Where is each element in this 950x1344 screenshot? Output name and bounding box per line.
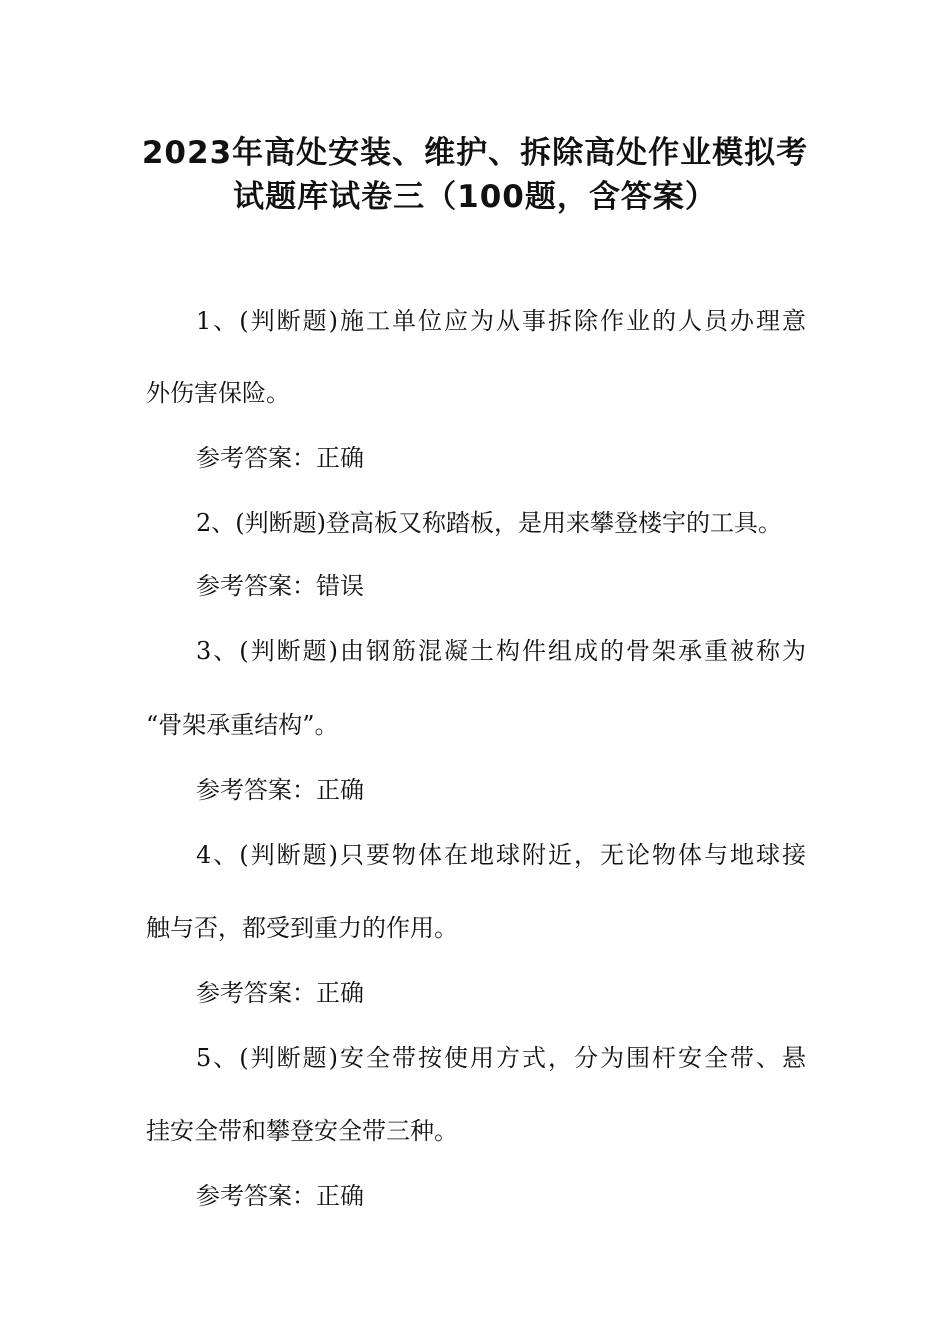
question-2-text: 2、(判断题)登高板又称踏板，是用来攀登楼宇的工具。	[196, 509, 782, 537]
question-1-text: 1、(判断题)施工单位应为从事拆除作业的人员办理意	[196, 307, 806, 335]
question-5-text: 5、(判断题)安全带按使用方式，分为围杆安全带、悬	[196, 1044, 806, 1072]
question-4-answer: 参考答案：正确	[196, 979, 364, 1007]
question-4-text: 4、(判断题)只要物体在地球附近，无论物体与地球接	[196, 841, 806, 869]
question-2-answer: 参考答案：错误	[196, 572, 364, 600]
question-1-answer: 参考答案：正确	[196, 444, 364, 472]
question-1-text-continued: 外伤害保险。	[146, 379, 290, 407]
question-4-text-continued: 触与否，都受到重力的作用。	[146, 914, 458, 942]
question-3-text-continued: “骨架承重结构”。	[146, 711, 339, 739]
question-3-answer: 参考答案：正确	[196, 776, 364, 804]
document-title-line-2: 试题库试卷三（100题，含答案）	[233, 179, 717, 215]
question-5-text-continued: 挂安全带和攀登安全带三种。	[146, 1117, 458, 1145]
question-3-text: 3、(判断题)由钢筋混凝土构件组成的骨架承重被称为	[196, 637, 806, 665]
document-title-line-1: 2023年高处安装、维护、拆除高处作业模拟考	[141, 135, 809, 171]
question-5-answer: 参考答案：正确	[196, 1182, 364, 1210]
